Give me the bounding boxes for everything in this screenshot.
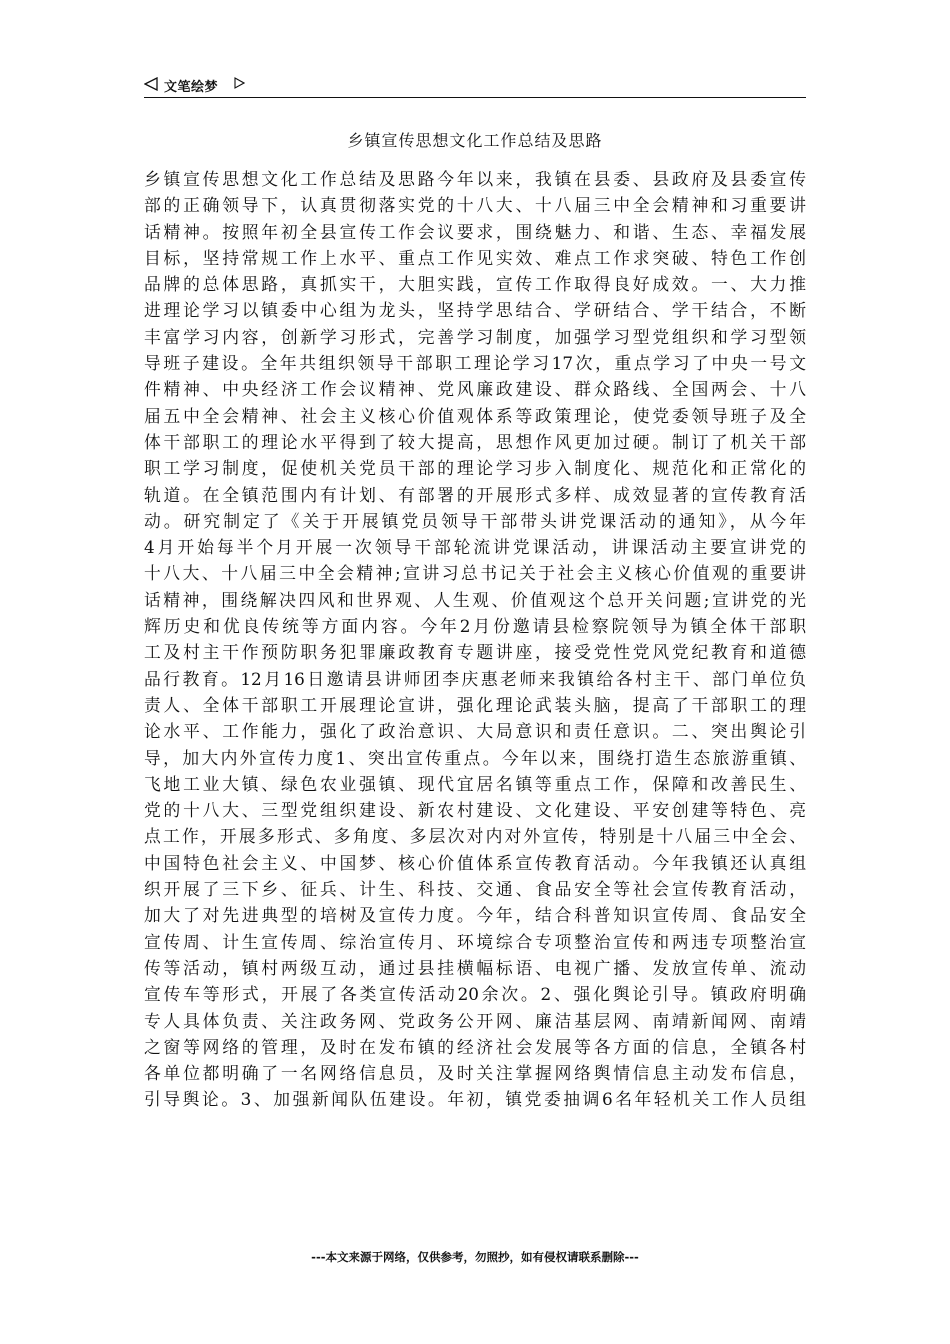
body-line: 织开展了三下乡、征兵、计生、科技、交通、食品安全等社会宣传教育活动，	[144, 879, 806, 900]
body-line: 宣传周、计生宣传周、综治宣传月、环境综合专项整治宣传和两违专项整治宣	[144, 931, 806, 952]
body-line: 专人具体负责、关注政务网、党政务公开网、廉洁基层网、南靖新闻网、南靖	[144, 1010, 806, 1031]
header-rule	[144, 97, 806, 98]
body-line: 目标，坚持常规工作上水平、重点工作见实效、难点工作求突破、特色工作创	[144, 247, 806, 268]
body-line: 体干部职工的理论水平得到了较大提高，思想作风更加过硬。制订了机关干部	[144, 431, 806, 452]
triangle-left-icon	[144, 77, 158, 95]
footer-disclaimer: ---本文来源于网络，仅供参考，勿照抄，如有侵权请联系删除---	[311, 1250, 639, 1264]
body-line: 论水平、工作能力，强化了政治意识、大局意识和责任意识。二、突出舆论引	[144, 721, 806, 742]
body-line: 部的正确领导下，认真贯彻落实党的十八大、十八届三中全会精神和习重要讲	[144, 195, 806, 216]
document-title: 乡镇宣传思想文化工作总结及思路	[347, 131, 603, 150]
body-line: 4月开始每半个月开展一次领导干部轮流讲党课活动，讲课活动主要宣讲党的	[144, 537, 806, 558]
body-line: 品行教育。12月16日邀请县讲师团李庆惠老师来我镇给各村主干、部门单位负	[144, 668, 806, 689]
body-line: 进理论学习以镇委中心组为龙头，坚持学思结合、学研结合、学干结合，不断	[144, 300, 806, 321]
body-line: 工及村主干作预防职务犯罪廉政教育专题讲座，接受党性党风党纪教育和道德	[144, 642, 806, 663]
body-line: 辉历史和优良传统等方面内容。今年2月份邀请县检察院领导为镇全体干部职	[144, 616, 806, 637]
body-line: 乡镇宣传思想文化工作总结及思路今年以来，我镇在县委、县政府及县委宣传	[144, 169, 806, 189]
body-line: 品牌的总体思路，真抓实干，大胆实践，宣传工作取得良好成效。一、大力推	[144, 274, 806, 295]
body-line: 飞地工业大镇、绿色农业强镇、现代宜居名镇等重点工作，保障和改善民生、	[144, 773, 806, 794]
brand-name: 文笔绘梦	[164, 80, 219, 95]
body-line: 传等活动，镇村两级互动，通过县挂横幅标语、电视广播、发放宣传单、流动	[144, 957, 806, 978]
body-line: 件精神、中央经济工作会议精神、党风廉政建设、群众路线、全国两会、十八	[144, 379, 806, 400]
body-line: 导班子建设。全年共组织领导干部职工理论学习17次，重点学习了中央一号文	[144, 353, 806, 374]
body-line: 点工作，开展多形式、多角度、多层次对内对外宣传，特别是十八届三中全会、	[144, 826, 806, 847]
body-line: 职工学习制度，促使机关党员干部的理论学习步入制度化、规范化和正常化的	[144, 458, 806, 479]
body-line: 届五中全会精神、社会主义核心价值观体系等政策理论，使党委领导班子及全	[144, 405, 806, 426]
body-line: 话精神。按照年初全县宣传工作会议要求，围绕魅力、和谐、生态、幸福发展	[144, 221, 806, 242]
body-line: 十八大、十八届三中全会精神;宣讲习总书记关于社会主义核心价值观的重要讲	[144, 563, 806, 584]
body-line: 引导舆论。3、加强新闻队伍建设。年初，镇党委抽调6名年轻机关工作人员组	[144, 1089, 806, 1110]
body-line: 责人、全体干部职工开展理论宣讲，强化理论武装头脑，提高了干部职工的理	[144, 694, 806, 715]
body-line: 话精神，围绕解决四风和世界观、人生观、价值观这个总开关问题;宣讲党的光	[144, 589, 806, 610]
triangle-right-icon	[234, 77, 245, 93]
body-line: 之窗等网络的管理，及时在发布镇的经济社会发展等各方面的信息，全镇各村	[144, 1036, 806, 1057]
page-header	[144, 74, 806, 96]
body-line: 党的十八大、三型党组织建设、新农村建设、文化建设、平安创建等特色、亮	[144, 800, 806, 821]
body-line: 导，加大内外宣传力度1、突出宣传重点。今年以来，围绕打造生态旅游重镇、	[144, 747, 806, 768]
body-line: 加大了对先进典型的培树及宣传力度。今年，结合科普知识宣传周、食品安全	[144, 905, 806, 926]
body-line: 宣传车等形式，开展了各类宣传活动20余次。2、强化舆论引导。镇政府明确	[144, 984, 806, 1005]
body-line: 中国特色社会主义、中国梦、核心价值体系宣传教育活动。今年我镇还认真组	[144, 852, 806, 873]
body-line: 丰富学习内容，创新学习形式，完善学习制度，加强学习型党组织和学习型领	[144, 326, 806, 347]
document-body	[144, 166, 806, 1113]
body-line: 各单位都明确了一名网络信息员，及时关注掌握网络舆情信息主动发布信息，	[144, 1063, 806, 1084]
body-line: 轨道。在全镇范围内有计划、有部署的开展形式多样、成效显著的宣传教育活	[144, 484, 806, 505]
body-line: 动。研究制定了《关于开展镇党员领导干部带头讲党课活动的通知》，从今年	[144, 510, 806, 531]
